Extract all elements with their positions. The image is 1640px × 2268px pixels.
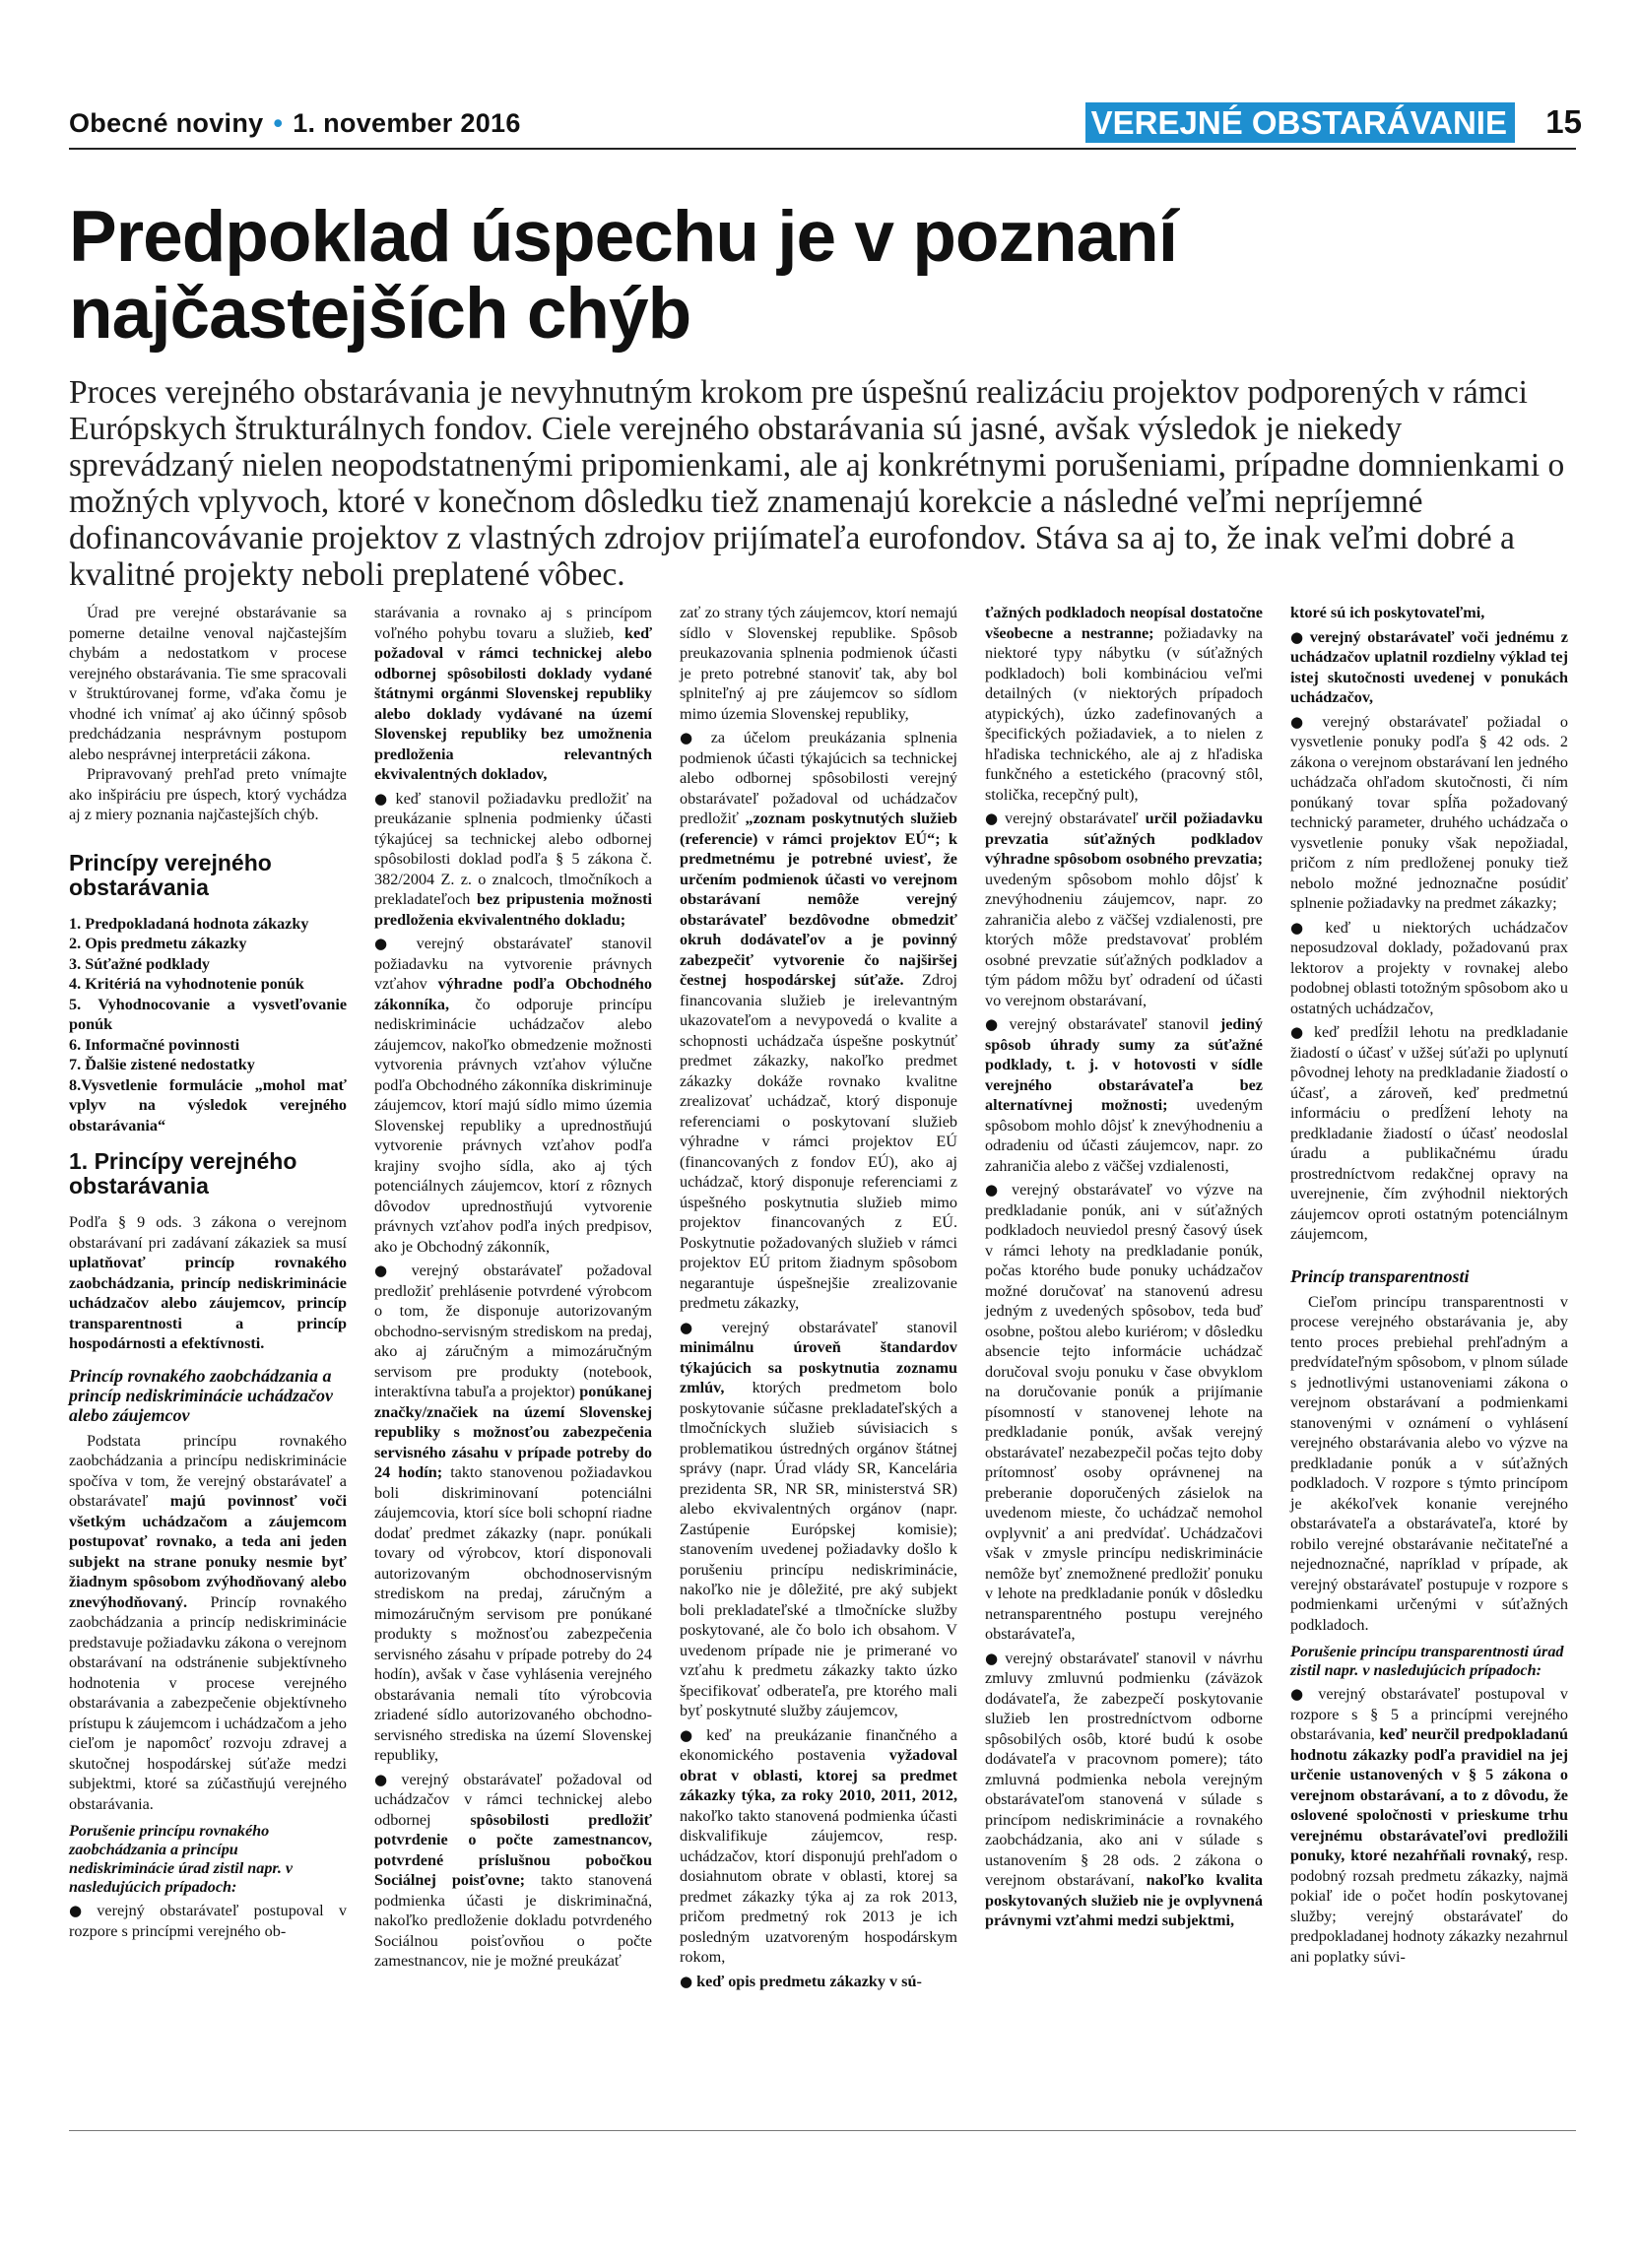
bold-text-run: keď požadoval v rámci technickej alebo odbornej spôsobilosti doklady vydané štátnymi orgánmi Slovenskej republiky alebo doklady vydávané na území Slovenskej republiky bez umožnenia predloženia relevantných ekvivalentných dokladov, [374, 623, 652, 783]
bullet-paragraph [985, 809, 1263, 1010]
issue-date: 1. november 2016 [293, 108, 521, 138]
paragraph [1290, 603, 1568, 623]
bullet-icon: ● [374, 935, 413, 952]
bullet-icon: ● [985, 810, 1001, 827]
text-run: verejný obstarávateľ postupoval v rozpore s § 5 a princípmi verejného obstarávania, [1290, 1685, 1568, 1743]
bullet-icon: ● [680, 1725, 703, 1744]
text-run: Podľa § 9 ods. 3 zákona o verejnom obstarávaní pri zadávaní zákaziek sa musí [69, 1213, 347, 1252]
bold-text-run: bez pripustenia možnosti predloženia ekvivalentného dokladu; [374, 890, 652, 929]
text-run: verejný obstarávateľ požiadal o vysvetlenie ponuky podľa § 42 ods. 2 zákona o verejnom obstarávaní len jedného uchádzača ohľadom skutočnosti, či ním ponúkaný tovar spĺňa požadovaný technický parameter, druhého uchádzača o vysvetlenie ponuky však nepožiadal, pričom z ním predloženej ponuky tiež nebolo možné jednoznačne posúdiť splnenie požiadavky na predmet zákazky; [1290, 712, 1568, 912]
text-run: verejný obstarávateľ stanovil [721, 1318, 957, 1336]
bullet-paragraph [985, 1649, 1263, 1931]
text-run: takto stanovená podmienka účasti je diskriminačná, nakoľko predloženie dokladu potvrdeného Sociálnou poisťovňou o počte zamestnancov, nie je možné preukázať [374, 1871, 652, 1970]
bullet-icon: ● [69, 1902, 94, 1919]
bullet-paragraph [69, 1901, 347, 1941]
text-run: verejný obstarávateľ vo výzve na predkladanie ponúk, ani v súťažných podkladoch neuviedol presný časový úsek v rámci lehoty na predkladanie ponúk, počas ktorého bude ponuky uchádzačov možné doručovať na stanovenú adresu jedným z uvedených spôsobov, teda buď osobne, poštou alebo kuriérom; v dôsledku absencie tejto informácie uchádzač doručoval svoju ponuku v čase obvyklom na doručovanie ponúk a prijímanie písomností v stanovenej lehote na predkladanie ponúk, avšak verejný obstarávateľ nezabezpečil počas tejto doby prítomnosť osoby oprávnenej na preberanie doporučených zásielok na uvedenom mieste, čo uchádzač nemohol ovplyvniť a ani predvídať. Uchádzačovi však v zmysle princípu nediskriminácie nemôže byť znemožnené predložiť ponuku v lehote na predkladanie ponúk v dôsledku netransparentného postupu verejného obstarávateľa, [985, 1181, 1263, 1643]
text-run: verejný obstarávateľ stanovil [1009, 1015, 1220, 1033]
text-run: keď u niektorých uchádzačov neposudzoval doklady, požadovanú prax lektorov a projekty v rovnakej alebo podobnej oblasti totožným spôsobom ako u ostatných uchádzačov, [1290, 918, 1568, 1017]
bullet-icon: ● [374, 789, 392, 808]
paragraph: zať zo strany tých záujemcov, ktorí nemajú sídlo v Slovenskej republike. Spôsob preukazovania splnenia podmienok účasti je preto potrebné stanoviť tak, aby bol splniteľný aj pre záujemcov so sídlom mimo územia Slovenskej republiky, [680, 604, 957, 723]
bullet-paragraph [680, 1972, 957, 1992]
text-run: keď na preukázanie finančného a ekonomického postavenia [680, 1725, 957, 1764]
bold-text-run: „zoznam poskytnutých služieb (referencie) v rámci projektov EÚ“; k predmetnému je potrebné uviesť, že určením podmienok účasti vo verejnom obstarávaní nemôže verejný obstarávateľ bezdôvodne obmedziť okruh dodávateľov a je povinný zabezpečiť vytvorenie čo najširšej čestnej hospodárskej súťaže. [680, 810, 957, 989]
bullet-paragraph [1290, 1022, 1568, 1245]
paragraph [69, 1212, 347, 1354]
text-run: požiadavky na niektoré typy nábytku (v súťažných podkladoch) boli kombináciou veľmi detailných (v niektorých prípadoch atypických), úzko zadefinovaných a špecifických požiadaviek, a to nielen z hľadiska technického, ale aj z hľadiska funkčného a estetického (pracovný stôl, stolička, recepčný pult), [985, 623, 1263, 804]
article-title: Predpoklad úspechu je v poznaní najčastejších chýb [69, 197, 1178, 354]
paragraph: Cieľom princípu transparentnosti v procese verejného obstarávania je, aby tento proces prebiehal prehľadným a predvídateľným spôsobom, v plnom súlade s jednotlivými ustanoveniami zákona o verejnom obstarávaní a podmienkami stanovenými v oznámení o vyhlásení verejného obstarávania alebo vo výzve na predkladanie ponúk a v súťažných podkladoch. V rozpore s týmto princípom je akékoľvek konanie verejného obstarávateľa a obstarávateľa, ktoré by robilo verejné obstarávanie nečitateľné a nejednoznačné, napríklad v prípade, ak verejný obstarávateľ postupuje v rozpore s podmienkami určenými v súťažných podkladoch. [1290, 1292, 1568, 1634]
bullet-paragraph [374, 789, 652, 931]
bold-text-run: keď neurčil predpokladanú hodnotu zákazky podľa pravidiel na jej určenie ustanovených v § 5 zákona o verejnom obstarávaní, a to z dôvodu, že oslovené spoločnosti v prieskume trhu verejnému obstarávateľovi predložili ponuky, ktoré nezahŕňali rovnaký, [1290, 1725, 1568, 1864]
text-run: uvedeným spôsobom mohlo dôjsť k znevýhodneniu záujemcov, napr. zo zahraničia alebo z väčšej vzdialenosti, pre ktorých môže predstavovať problém osobné prevzatie súťažných podkladov a tým pádom môžu byť odradení od účasti vo verejnom obstarávaní, [985, 870, 1263, 1009]
text-run: verejný obstarávateľ postupoval v rozpore s princípmi verejného ob- [69, 1902, 347, 1940]
bullet-icon: ● [1290, 918, 1322, 937]
article-body [69, 603, 1576, 2080]
header-rule [69, 148, 1576, 150]
paragraph [985, 603, 1263, 805]
text-run: keď stanovil požiadavku predložiť na preukázanie splnenia podmienky účasti týkajúcej sa technickej alebo odbornej spôsobilosti doklad podľa § 5 zákona č. 382/2004 Z. z. o znalcoch, tlmočníkoch a prekladateľoch [374, 789, 652, 908]
subsection-heading: Princíp transparentnosti [1290, 1265, 1470, 1286]
bullet-icon: ● [1290, 627, 1306, 646]
bullet-icon: ● [985, 1181, 1009, 1199]
text-run: starávania a rovnako aj s princípom voľného pohybu tovaru a služieb, [374, 604, 652, 642]
column-1 [69, 603, 347, 1941]
list-item: 2. Opis predmetu zákazky [69, 935, 247, 952]
text-run: Princíp rovnakého zaobchádzania a princíp nediskriminácie predstavuje požiadavku zákona o verejnom obstarávaní na odstránenie subjektívneho hodnotenia v procese verejného obstarávania a zabezpečenie objektívneho prístupu k záujemcom i uchádzačom a jeho cieľom je napomôcť rozvoju zdravej a skutočnej hospodárskej súťaže medzi subjektmi, ktoré sa zúčastňujú verejného obstarávania. [69, 1592, 347, 1813]
page-number: 15 [1545, 103, 1582, 140]
section-heading: 1. Princípy verejného obstarávania [69, 1148, 297, 1199]
bullet-icon: ● [374, 1770, 398, 1788]
bullet-paragraph [680, 1725, 957, 1968]
text-run: čo odporuje princípu nediskriminácie uchádzačov alebo záujemcov, nakoľko obmedzenie možnosti vytvorenia právnych vzťahov výlučne podľa Obchodného zákonníka diskriminuje záujemcov, ktorí majú sídlo mimo územia Slovenskej republiky a uprednostňujú vytvorenie právnych vzťahov podľa krajiny svojho sídla, ako aj tých potenciálnych záujemcov, ktorí z rôznych dôvodov uprednostňujú vytvorenie právnych vzťahov podľa iných predpisov, ako je Obchodný zákonník, [374, 995, 652, 1256]
list-item: 6. Informačné povinnosti [69, 1035, 240, 1054]
bullet-paragraph [985, 1014, 1263, 1176]
bullet-paragraph [680, 728, 957, 1314]
bullet-icon: ● [985, 1649, 1002, 1667]
text-run: resp. podobný rozsah predmetu zákazky, najmä pokiaľ ide o počet hodín poskytovanej služby; verejný obstarávateľ do predpokladanej hodnoty zákazky nezahrnul ani poplatky súvi- [1290, 1847, 1569, 1966]
bold-text-run: ťažných podkladoch neopísal dostatočne všeobecne a nestranne; [985, 604, 1263, 642]
article-lead: Proces verejného obstarávania je nevyhnutným krokom pre úspešnú realizáciu projektov podporených v rámci Európskych štrukturálnych fondov. Ciele verejného obstarávania sú jasné, avšak výsledok je niekedy sprevádzaný nielen neopodstatnenými pripomienkami, ale aj konkrétnymi porušeniami, prípadne domnienkami o možných vplyvoch, ktoré v konečnom dôsledku tiež znamenajú korekcie a následné veľmi nepríjemné dofinancovávanie projektov z vlastných zdrojov prijímateľa eurofondov. Stáva sa aj to, že inak veľmi dobré a kvalitné projekty neboli preplatené vôbec. [69, 374, 1565, 593]
list-item: 1. Predpokladaná hodnota zákazky [69, 914, 309, 933]
bullet-icon: ● [1290, 712, 1319, 731]
bold-text-run: výhradne podľa Obchodného zákonníka, [374, 975, 652, 1013]
bold-text-run: minimálnu úroveň štandardov týkajúcich sa poskytnutia zoznamu zmlúv, [680, 1338, 957, 1396]
bold-text-run: vyžadoval obrat v oblasti, ktorej sa predmet zákazky týka, za roky 2010, 2011, 2012, [680, 1746, 957, 1804]
bold-text-run: ponúkanej značky/značiek na území Slovenskej republiky s možnosťou zabezpečenia servisného zásahu v prípade potreby do 24 hodín; [374, 1383, 652, 1481]
page-header [69, 102, 1586, 146]
separator-dot-icon: • [273, 108, 284, 138]
subsection-heading: Princíp rovnakého zaobchádzania a princíp nediskriminácie uchádzačov alebo záujemcov [69, 1365, 334, 1425]
text-run: verejný obstarávateľ stanovil v návrhu zmluvy zmluvnú podmienku (záväzok dodávateľa, že zabezpečí poskytovanie služieb len prostredníctvom odborne spôsobilých osôb, ktoré budú k osobe dodávateľa v pracovnom pomere); táto zmluvná podmienka nebola verejným obstarávateľom stanovená v súlade s princípom nediskriminácie a rovnakého zaobchádzania, ako ani v súlade s ustanovením § 28 ods. 2 zákona o verejnom obstarávaní, [985, 1649, 1264, 1889]
bullet-icon: ● [680, 729, 707, 746]
text-run: Podstata princípu rovnakého zaobchádzania a princípu nediskriminácie spočíva v tom, že verejný obstarávateľ a obstarávateľ [69, 1431, 347, 1510]
bullet-paragraph [1290, 712, 1568, 914]
section-label: VEREJNÉ OBSTARÁVANIE [1085, 102, 1515, 143]
bullet-icon: ● [985, 1015, 1006, 1033]
list-item: 7. Ďalšie zistené nedostatky [69, 1056, 255, 1073]
bullet-paragraph [985, 1180, 1263, 1645]
bullet-icon: ● [374, 1262, 408, 1279]
section-heading: Princípy verejného obstarávania [69, 849, 272, 900]
bold-text-run: verejný obstarávateľ voči jednému z uchádzačov uplatnil rozdielny výklad tej istej skutočnosti uvedenej v ponukách uchádzačov, [1290, 627, 1568, 706]
text-run: za účelom preukázania splnenia podmienok účasti týkajúcich sa technickej alebo odbornej spôsobilosti verejný obstarávateľ požadoval od uchádzačov predložiť [680, 729, 957, 827]
bold-text-run: spôsobilosti predložiť potvrdenie o počte zamestnancov, potvrdené príslušnou pobočkou Sociálnej poisťovne; [374, 1810, 652, 1889]
text-run: nakoľko takto stanovená podmienka účasti diskvalifikuje záujemcov, resp. uchádzačov, ktorí disponujú prehľadom o dosiahnutom obrate v oblasti, ktorej sa predmet zákazky týka aj za rok 2013, pričom predmetný rok 2013 je ich posledným uzatvoreným hospodárskym rokom, [680, 1806, 957, 1966]
text-run: ktorých predmetom bolo poskytovanie súčasne prekladateľských a tlmočníckych služieb súvisiacich s problematikou ústredných orgánov štátnej správy (napr. Úrad vlády SR, Kancelária prezidenta SR, NR SR, ministerstvá SR) alebo ekvivalentných orgánov (napr. Zastúpenie Európskej komisie); stanovením uvedenej požiadavky došlo k porušeniu princípu nediskriminácie, nakoľko nie je dôležité, pre aký subjekt boli prekladateľské a tlmočnícke služby poskytované, ale čo bolo ich obsahom. V uvedenom prípade nie je primerané vo vzťahu k predmetu zákazky takto úzko špecifikovať odberateľa, pre ktorého mali byť poskytnuté služby záujemcov, [680, 1379, 957, 1719]
list-item: 5. Vyhodnocovanie a vysvetľovanie ponúk [69, 995, 347, 1033]
violation-heading: Porušenie princípu transparentnosti úrad zistil napr. v nasledujúcich prípadoch: [1290, 1643, 1564, 1679]
text-run: uvedeným spôsobom mohlo dôjsť k znevýhodneniu a odradeniu od účasti záujemcov, napr. zo zahraničia alebo z väčšej vzdialenosti, [985, 1096, 1263, 1175]
bold-text-run: jediný spôsob úhrady sumy za súťažné podklady, t. j. v hotovosti v sídle verejného obstarávateľa bez alternatívnej možnosti; [985, 1015, 1263, 1114]
bullet-paragraph [1290, 918, 1568, 1019]
paragraph [69, 1431, 347, 1815]
paragraph [374, 603, 652, 785]
text-run: verejný obstarávateľ požadoval predložiť prehlásenie potvrdené výrobcom o tom, že disponuje autorizovaným obchodno-servisným strediskom na predaj, ako aj záručným a mimozáručným servisom pre produkty (notebook, interaktívna tabuľa a projektor) [374, 1262, 652, 1400]
column-2 [374, 603, 652, 1972]
bullet-paragraph [1290, 1684, 1568, 1967]
publication-line [69, 108, 521, 139]
bold-text-run: nakoľko kvalita poskytovaných služieb nie je ovplyvnená právnymi vzťahmi medzi subjektmi, [985, 1871, 1263, 1929]
text-run: verejný obstarávateľ požadoval od uchádzačov v rámci technickej alebo odbornej [374, 1770, 653, 1829]
column-5 [1290, 603, 1568, 1967]
footer-rule [69, 2130, 1576, 2131]
bullet-icon: ● [680, 1318, 718, 1336]
principles-list [69, 914, 347, 1136]
list-item: 8.Vysvetlenie formulácie „mohol mať vplyv na výsledok verejného obstarávania“ [69, 1075, 347, 1134]
publication-name: Obecné noviny [69, 108, 264, 138]
bullet-paragraph [374, 1770, 652, 1972]
paragraph: Úrad pre verejné obstarávanie sa pomerne detailne venoval najčastejším chybám a nedostatkom v procese verejného obstarávania. Tie sme spracovali v štruktúrovanej forme, vďaka čomu je vhodné ich vnímať aj ako účinný spôsob predchádzania nesprávnym postupom alebo nesprávnej interpretácii zákona. [69, 604, 347, 763]
text-run: takto stanovenou požiadavkou boli diskriminovaní potenciálni záujemcovia, ktorí síce boli schopní riadne dodať predmet zákazky (napr. ponúkali tovary od výrobcov, ktorí disponovali autorizovaným obchodnoservisným strediskom na predaj, záručným a mimozáručným servisom pre ponúkané produkty s možnosťou zabezpečenia servisného zásahu v prípade potreby do 24 hodín), avšak v čase vyhlásenia verejného obstarávania nemali títo výrobcovia zriadené sídlo autorizovaného obchodno-servisného strediska na území Slovenskej republiky, [374, 1463, 652, 1764]
bold-text-run: určil požiadavku prevzatia súťažných podkladov výhradne spôsobom osobného prevzatia; [985, 810, 1263, 868]
text-run: verejný obstarávateľ [1004, 810, 1146, 827]
text-run: Zdroj financovania služieb je irelevantným ukazovateľom a nevypovedá o kvalite a schopnosti uchádzača úspešne poskytnúť predmet zákazky, nakoľko predmet zákazky dokáže rovnako kvalitne zrealizovať uchádzač, ktorý disponuje referenciami o poskytovaní služieb výhradne v rámci projektov EÚ (financovaných z fondov EÚ), ako aj uchádzač, ktorý disponuje referenciami z úspešného poskytnutia služieb mimo projektov financovaných z EÚ. Poskytnutie požadovaných služieb v rámci projektov EÚ pritom žiadnym spôsobom negarantuje úspešnejšie zrealizovanie predmetu zákazky, [680, 971, 957, 1312]
text-run: keď predĺžil lehotu na predkladanie žiadostí o účasť v užšej súťaži po uplynutí pôvodnej lehoty na predkladanie žiadostí o účasť, a zároveň, keď predmetnú informáciu o predĺžení lehoty na predkladanie žiadostí o účasť neodoslal úradu a publikačnému úradu prostredníctvom redakčnej opravy na uverejnenie, čím zvýhodnil niektorých záujemcov oproti ostatným potenciálnym záujemcom, [1290, 1023, 1568, 1243]
list-item: 3. Súťažné podklady [69, 954, 210, 973]
bold-text-run: ktoré sú ich poskytovateľmi, [1290, 604, 1485, 621]
bold-text-run: uplatňovať princíp rovnakého zaobchádzania, princíp nediskriminácie uchádzačov alebo záujemcov, princíp transparentnosti a princíp hospodárnosti a efektívnosti. [69, 1254, 347, 1352]
list-item: 4. Kritériá na vyhodnotenie ponúk [69, 975, 304, 993]
bullet-icon: ● [680, 1972, 693, 1990]
bullet-icon: ● [1290, 1685, 1315, 1703]
bullet-paragraph [1290, 627, 1568, 708]
bullet-icon: ● [1290, 1023, 1310, 1041]
violation-heading: Porušenie princípu rovnakého zaobchádzania a princípu nediskriminácie úrad zistil napr. v nasledujúcich prípadoch: [69, 1822, 294, 1896]
bullet-paragraph [374, 1261, 652, 1766]
column-4 [985, 603, 1263, 1931]
column-3 [680, 603, 957, 1991]
bold-text-run: keď opis predmetu zákazky v sú- [696, 1972, 922, 1990]
bold-text-run: majú povinnosť voči všetkým uchádzačom a záujemcom postupovať rovnako, a teda ani jeden subjekt na strane ponuky nesmie byť žiadnym spôsobom zvýhodňovaný alebo znevýhodňovaný. [69, 1492, 347, 1611]
bullet-paragraph [374, 934, 652, 1257]
bullet-paragraph [680, 1318, 957, 1721]
paragraph: Pripravovaný prehľad preto vnímajte ako inšpiráciu pre úspech, ktorý vychádza aj z miery poznania najčastejších chýb. [69, 765, 347, 823]
text-run: verejný obstarávateľ stanovil požiadavku na vytvorenie právnych vzťahov [374, 935, 652, 993]
